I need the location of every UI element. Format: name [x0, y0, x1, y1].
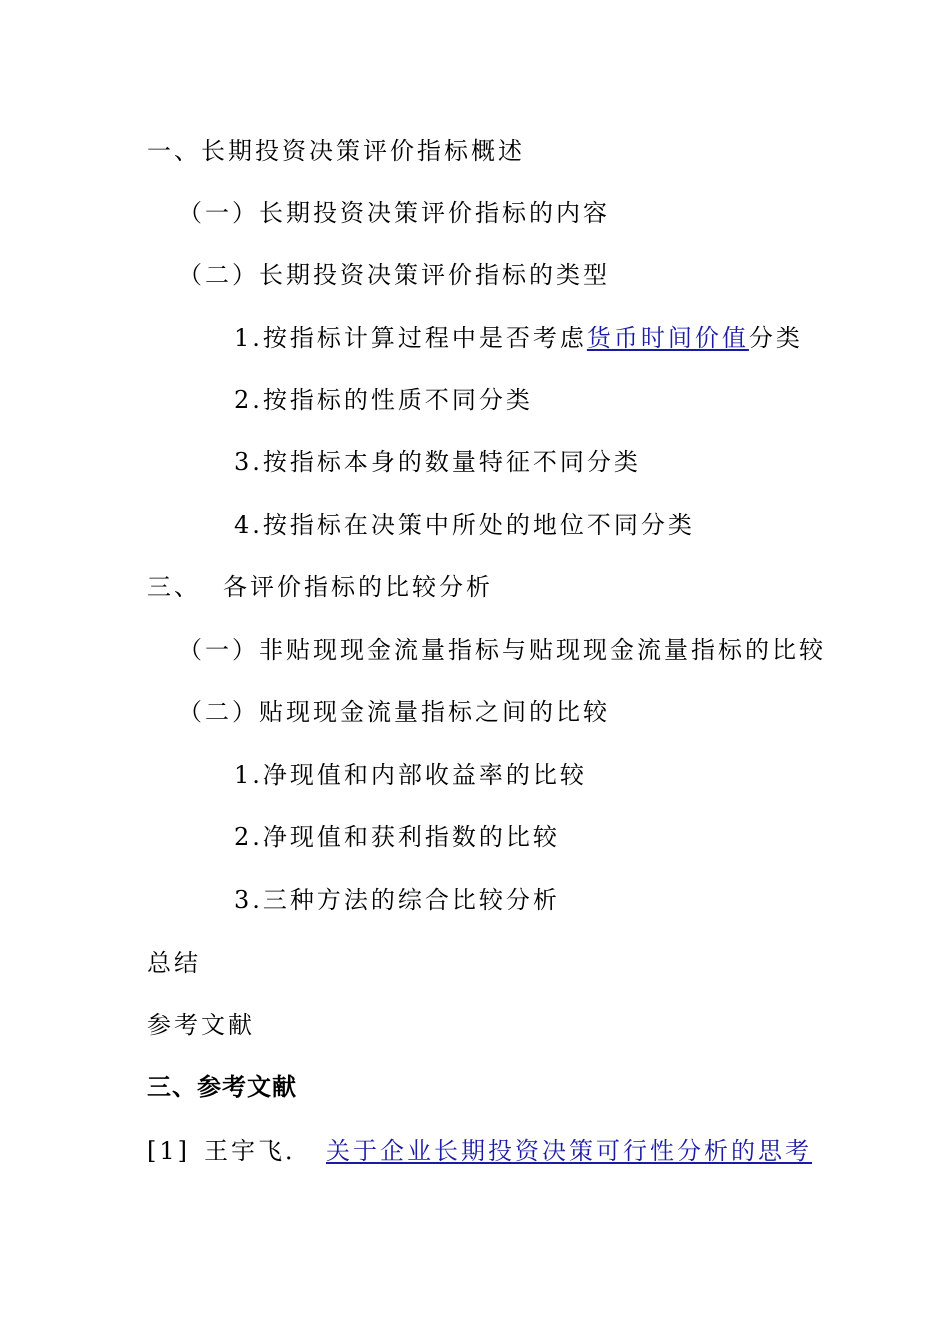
list-item-1-prefix: 1.按指标计算过程中是否考虑 — [234, 324, 587, 352]
reference-entry-1 — [147, 1136, 812, 1166]
sub-item-3: 3.三种方法的综合比较分析 — [234, 886, 560, 914]
heading-section-3 — [147, 572, 493, 602]
heading-section-3-text: 各评价指标的比较分析 — [223, 573, 493, 601]
list-item-1 — [234, 323, 803, 353]
subheading-3-2: （二）贴现现金流量指标之间的比较 — [178, 698, 610, 726]
list-item-2: 2.按指标的性质不同分类 — [234, 386, 533, 414]
sub-item-1: 1.净现值和内部收益率的比较 — [234, 761, 587, 789]
reference-1-author: 王宇飞． — [204, 1137, 312, 1165]
subheading-1-2: （二）长期投资决策评价指标的类型 — [178, 261, 610, 289]
reference-1-index: [1] — [147, 1137, 190, 1165]
summary-heading: 总结 — [147, 949, 201, 977]
heading-section-3-number: 三、 — [147, 573, 201, 601]
references-outline-heading: 参考文献 — [147, 1011, 255, 1039]
reference-1-title-link[interactable]: 关于企业长期投资决策可行性分析的思考 — [326, 1137, 812, 1165]
list-item-1-suffix: 分类 — [748, 324, 803, 352]
list-item-3: 3.按指标本身的数量特征不同分类 — [234, 448, 641, 476]
list-item-4: 4.按指标在决策中所处的地位不同分类 — [234, 511, 695, 539]
subheading-1-1: （一）长期投资决策评价指标的内容 — [178, 199, 610, 227]
subheading-3-1: （一）非贴现现金流量指标与贴现现金流量指标的比较 — [178, 636, 826, 664]
sub-item-2: 2.净现值和获利指数的比较 — [234, 823, 560, 851]
time-value-of-money-link[interactable]: 货币时间价值 — [586, 324, 749, 352]
heading-section-1: 一、长期投资决策评价指标概述 — [147, 137, 525, 165]
references-section-heading: 三、参考文献 — [147, 1073, 297, 1101]
